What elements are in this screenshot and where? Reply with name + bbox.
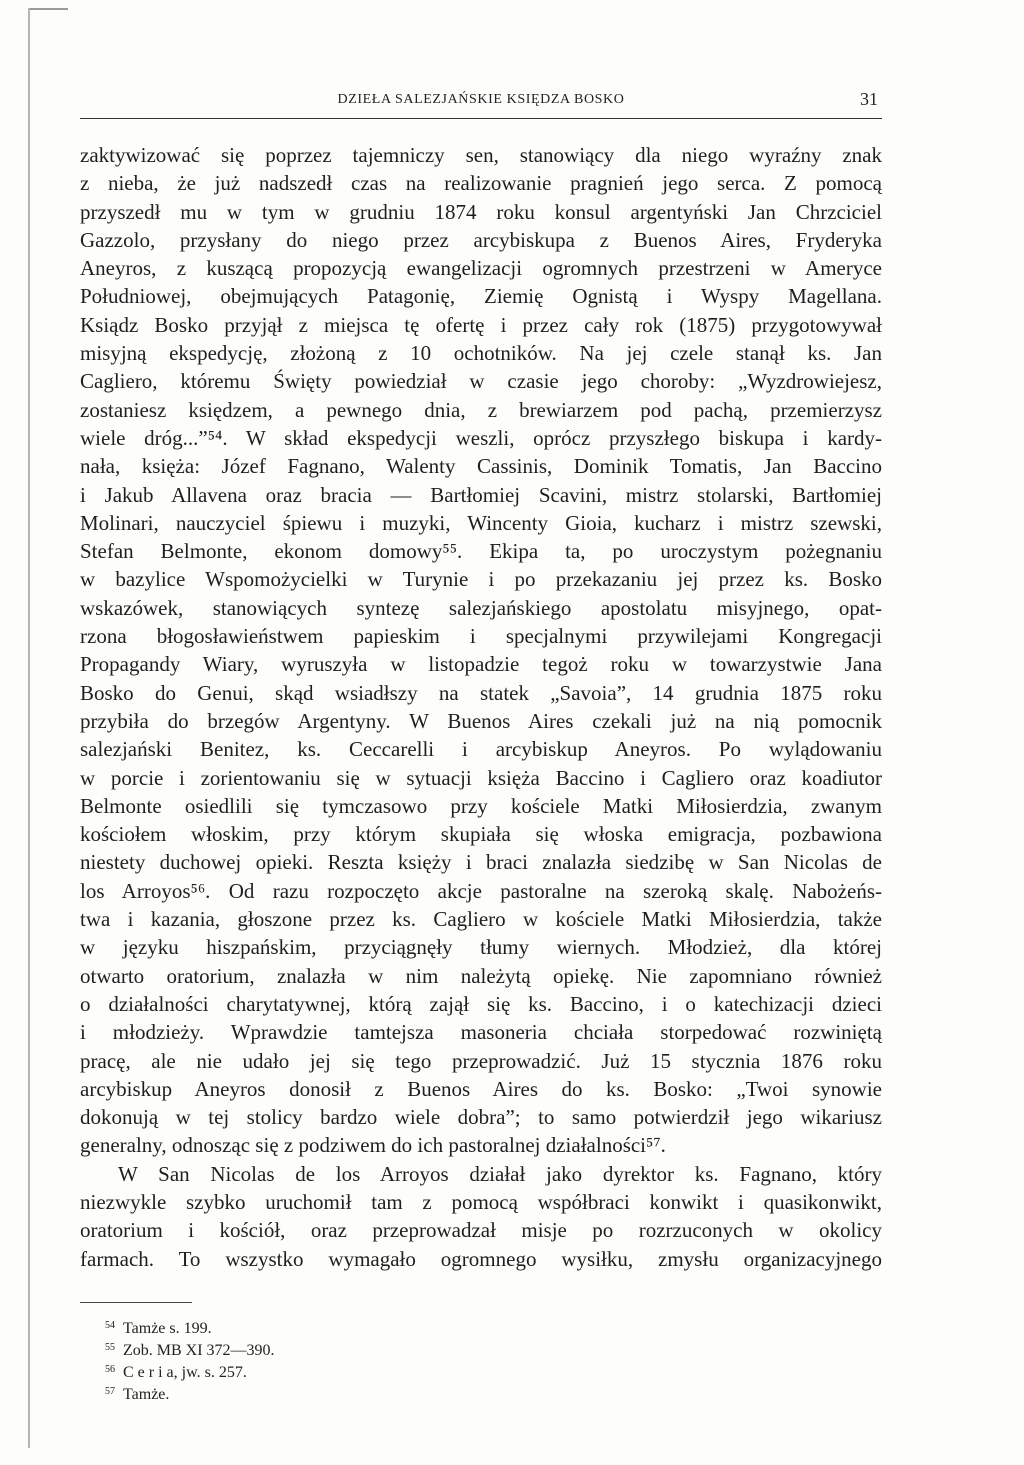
text-line: przybiła do brzegów Argentyny. W Buenos Aires czekali już na nią pomocnik (80, 708, 882, 733)
text-line: Belmonte osiedlili się tymczasowo przy kościele Matki Miłosierdzia, zwanym (80, 793, 882, 818)
footnote-rule (80, 1302, 192, 1303)
text-line: wiele dróg...”⁵⁴. W skład ekspedycji weszli, oprócz przyszłego biskupa i kardy- (80, 425, 882, 450)
text-line: pracę, ale nie udało jej się tego przeprowadzić. Już 15 stycznia 1876 roku (80, 1048, 882, 1073)
footnote-text: Zob. MB XI 372—390. (123, 1342, 275, 1359)
text-line: zaktywizować się poprzez tajemniczy sen, stanowiący dla niego wyraźny znak (80, 143, 882, 167)
body-text (80, 141, 882, 1273)
text-line: w porcie i zorientowaniu się w sytuacji księża Baccino i Cagliero oraz koadiutor (80, 765, 882, 790)
text-line: w języku hiszpańskim, przyciągnęły tłumy wiernych. Młodzież, dla której (80, 935, 882, 960)
footnotes (105, 1315, 275, 1403)
text-line: Ksiądz Bosko przyjął z miejsca tę ofertę i przez cały rok (1875) przygotowywał (80, 312, 882, 337)
text-line: misyjną ekspedycję, złożoną z 10 ochotników. Na jej czele stanął ks. Jan (80, 341, 882, 366)
page-number: 31 (860, 89, 878, 109)
text-line: Propagandy Wiary, wyruszyła w listopadzie tegoż roku w towarzystwie Jana (80, 652, 882, 677)
text-line: i Jakub Allavena oraz bracia — Bartłomiej Scavini, mistrz stolarski, Bartłomiej (80, 482, 882, 507)
text-line: Stefan Belmonte, ekonom domowy⁵⁵. Ekipa ta, po uroczystym pożegnaniu (80, 539, 882, 564)
text-line: arcybiskup Aneyros donosił z Buenos Aires do ks. Bosko: „Twoi synowie (80, 1076, 882, 1101)
text-line: kościołem włoskim, przy którym skupiała się włoska emigracja, pozbawiona (80, 822, 882, 847)
text-line: niestety duchowej opieki. Reszta księży i braci znalazła siedzibę w San Nicolas de (80, 850, 882, 875)
text-line: Aneyros, z kuszącą propozycją ewangelizacji ogromnych przestrzeni w Ameryce (80, 256, 882, 281)
footnote-mark: 57 (105, 1386, 115, 1397)
text-line: Gazzolo, przysłany do niego przez arcybiskupa z Buenos Aires, Fryderyka (80, 227, 882, 252)
text-line: i młodzieży. Wprawdzie tamtejsza masoneria chciała storpedować rozwiniętą (80, 1020, 882, 1045)
text-line: niezwykle szybko uruchomił tam z pomocą współbraci konwikt i quasikonwikt, (80, 1189, 882, 1214)
footnote-text: C e r i a, jw. s. 257. (123, 1364, 247, 1381)
footnote-text: Tamże s. 199. (123, 1320, 212, 1337)
text-line: generalny, odnosząc się z podziwem do ich pastoralnej działalności⁵⁷. (80, 1133, 666, 1158)
footnote-mark: 55 (105, 1342, 115, 1353)
text-line: farmach. To wszystko wymagało ogromnego wysiłku, zmysłu organizacyjnego (80, 1246, 882, 1271)
text-line: z nieba, że już nadszedł czas na realizowanie pragnień jego serca. Z pomocą (80, 171, 882, 196)
scan-edge-left (28, 8, 30, 1448)
scan-edge-top (28, 8, 68, 10)
footnote-mark: 54 (105, 1320, 115, 1331)
text-line: salezjański Benitez, ks. Ceccarelli i arcybiskup Aneyros. Po wylądowaniu (80, 737, 882, 762)
text-line: Południowej, obejmujących Patagonię, Ziemię Ognistą i Wyspy Magellana. (80, 284, 882, 309)
text-line: nała, księża: Józef Fagnano, Walenty Cassinis, Dominik Tomatis, Jan Baccino (80, 454, 882, 479)
text-line: rzona błogosławieństwem papieskim i specjalnymi przywilejami Kongregacji (80, 624, 882, 649)
text-line: w bazylice Wspomożycielki w Turynie i po przekazaniu jej przez ks. Bosko (80, 567, 882, 592)
footnote-mark: 56 (105, 1364, 115, 1375)
text-line: dokonują w tej stolicy bardzo wiele dobra”; to samo potwierdził jego wikariusz (80, 1105, 882, 1130)
text-line: oratorium i kościół, oraz przeprowadzał misje po rozrzuconych w okolicy (80, 1218, 882, 1243)
text-line: o działalności charytatywnej, którą zajął się ks. Baccino, i o katechizacji dzieci (80, 991, 882, 1016)
footnote (105, 1381, 275, 1403)
footnote (105, 1337, 275, 1359)
text-line: wskazówek, stanowiących syntezę salezjańskiego apostolatu misyjnego, opat- (80, 595, 882, 620)
text-line: przyszedł mu w tym w grudniu 1874 roku konsul argentyński Jan Chrzciciel (80, 199, 882, 224)
page-header (80, 88, 882, 119)
text-line: twa i kazania, głoszone przez ks. Cagliero w kościele Matki Miłosierdzia, także (80, 907, 882, 932)
text-line: W San Nicolas de los Arroyos działał jako dyrektor ks. Fagnano, który (118, 1161, 882, 1186)
footnote-text: Tamże. (123, 1386, 170, 1403)
text-line: Molinari, nauczyciel śpiewu i muzyki, Wincenty Gioia, kucharz i mistrz szewski, (80, 510, 882, 535)
text-line: los Arroyos⁵⁶. Od razu rozpoczęto akcje pastoralne na szeroką skalę. Nabożeńs- (80, 878, 882, 903)
footnote (105, 1359, 275, 1381)
text-line: zostaniesz księdzem, a pewnego dnia, z brewiarzem pod pachą, przemierzysz (80, 397, 882, 422)
text-line: otwarto oratorium, znalazła w nim należytą opiekę. Nie zapomniano również (80, 963, 882, 988)
text-line: Cagliero, któremu Święty powiedział w czasie jego choroby: „Wyzdrowiejesz, (80, 369, 882, 394)
running-head: DZIEŁA SALEZJAŃSKIE KSIĘDZA BOSKO (337, 92, 625, 107)
footnote (105, 1315, 275, 1337)
text-line: Bosko do Genui, skąd wsiadłszy na statek „Savoia”, 14 grudnia 1875 roku (80, 680, 882, 705)
